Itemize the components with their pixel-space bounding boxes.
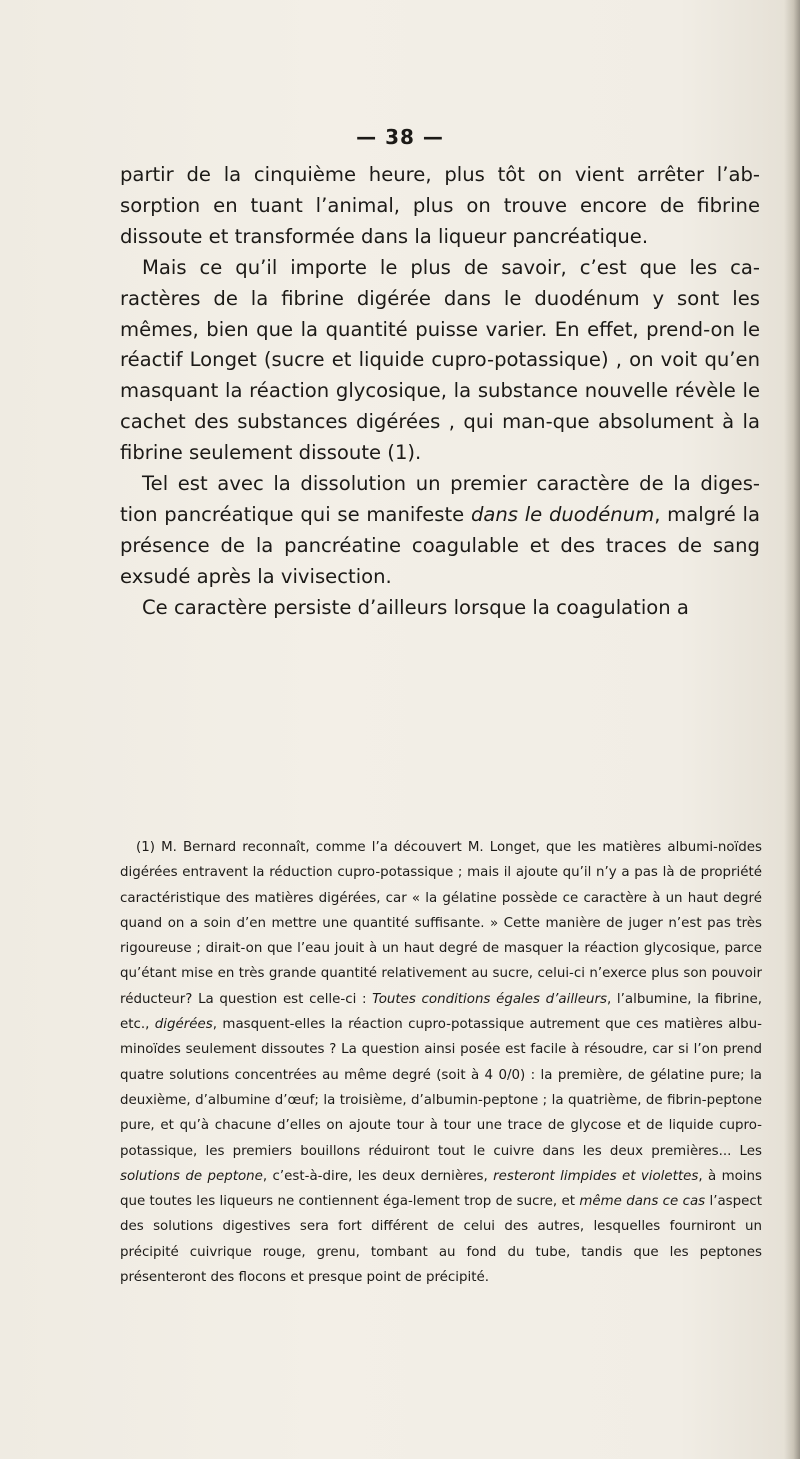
main-text xyxy=(120,160,760,624)
footnote xyxy=(120,835,762,1290)
footnote-emphasis-5: même dans ce cas xyxy=(579,1194,706,1210)
footnote-emphasis-2: digérées xyxy=(154,1017,213,1033)
footnote-text-e: , à moins que toutes les liqueurs ne contiennent éga-lement trop de sucre, et xyxy=(120,1168,762,1210)
paragraph-3-emphasis: dans le duodénum xyxy=(470,502,655,526)
paragraph-1: partir de la cinquième heure, plus tôt on vient arrêter l’ab-sorption en tuant l’animal, plus on trouve encore de fibrine dissoute et transformée dans la liqueur pancréatique. xyxy=(120,163,760,248)
paragraph-4: Ce caractère persiste d’ailleurs lorsque la coagulation a xyxy=(142,595,689,619)
footnote-emphasis-3: solutions de peptone xyxy=(120,1168,263,1184)
paragraph-3-text-a: Tel est avec la dissolution un premier caractère de la diges-tion pancréatique qui se manifeste xyxy=(120,472,760,526)
footnote-text-c: , masquent-elles la réaction cupro-potassique autrement que ces matières albu-minoïdes seulement dissoutes ? La question ainsi posée est facile à résoudre, car si l’on prend quatre solutions concentrées au même degré (soit à 4 0/0) : la première, de gélatine pure; la deuxième, d’albumine d’œuf; la troisième, d’albumin-peptone ; la quatrième, de fibrin-peptone pure, et qu’à chacune d’elles on ajoute tour à tour une trace de glycose et de liquide cupro-potassique, les premiers bouillons réduiront tout le cuivre dans les deux premières... Les xyxy=(120,1017,763,1159)
page-edge-shadow xyxy=(784,0,800,1459)
footnote-text-a: (1) M. Bernard reconnaît, comme l’a découvert M. Longet, que les matières albumi-noïdes digérées entravent la réduction cupro-potassique ; mais il ajoute qu’il n’y a pas là de propriété caractéristique des matières digérées, car « la gélatine possède ce caractère à un haut degré quand on a soin d’en mettre une quantité suffisante. » Cette manière de juger n’est pas très rigoureuse ; dirait-on que l’eau jouit à un haut degré de masquer la réaction glycosique, parce qu’étant mise en très grande quantité relativement au sucre, celui-ci n’exerce plus son pouvoir réducteur? La question est celle-ci : xyxy=(120,840,762,1007)
page-number: — 38 — xyxy=(356,125,444,149)
footnote-text-d: , c’est-à-dire, les deux dernières, xyxy=(262,1168,494,1184)
paragraph-2: Mais ce qu’il importe le plus de savoir, c’est que les ca-ractères de la fibrine digérée dans le duodénum y sont les mêmes, bien que la quantité puisse varier. En effet, prend-on le réactif Longet (sucre et liquide cupro-potassique) , on voit qu’en masquant la réaction glycosique, la substance nouvelle révèle le cachet des substances digérées , qui man-que absolument à la fibrine seulement dissoute (1). xyxy=(120,255,760,465)
paragraph-3 xyxy=(120,469,760,593)
footnote-text-f: l’aspect des solutions digestives sera fort différent de celui des autres, lesquelles fourniront un précipité cuivrique rouge, grenu, tombant au fond du tube, tandis que les peptones présenteront des flocons et presque point de précipité. xyxy=(120,1194,762,1286)
footnote-text-b: , l’albumine, la fibrine, etc., xyxy=(120,991,762,1033)
footnote-emphasis-1: Toutes conditions égales d’ailleurs xyxy=(372,991,607,1007)
footnote-emphasis-4: resteront limpides et violettes xyxy=(493,1168,699,1184)
paragraph-3-text-b: , malgré la présence de la pancréatine coagulable et des traces de sang exsudé après la vivisection. xyxy=(120,502,760,588)
